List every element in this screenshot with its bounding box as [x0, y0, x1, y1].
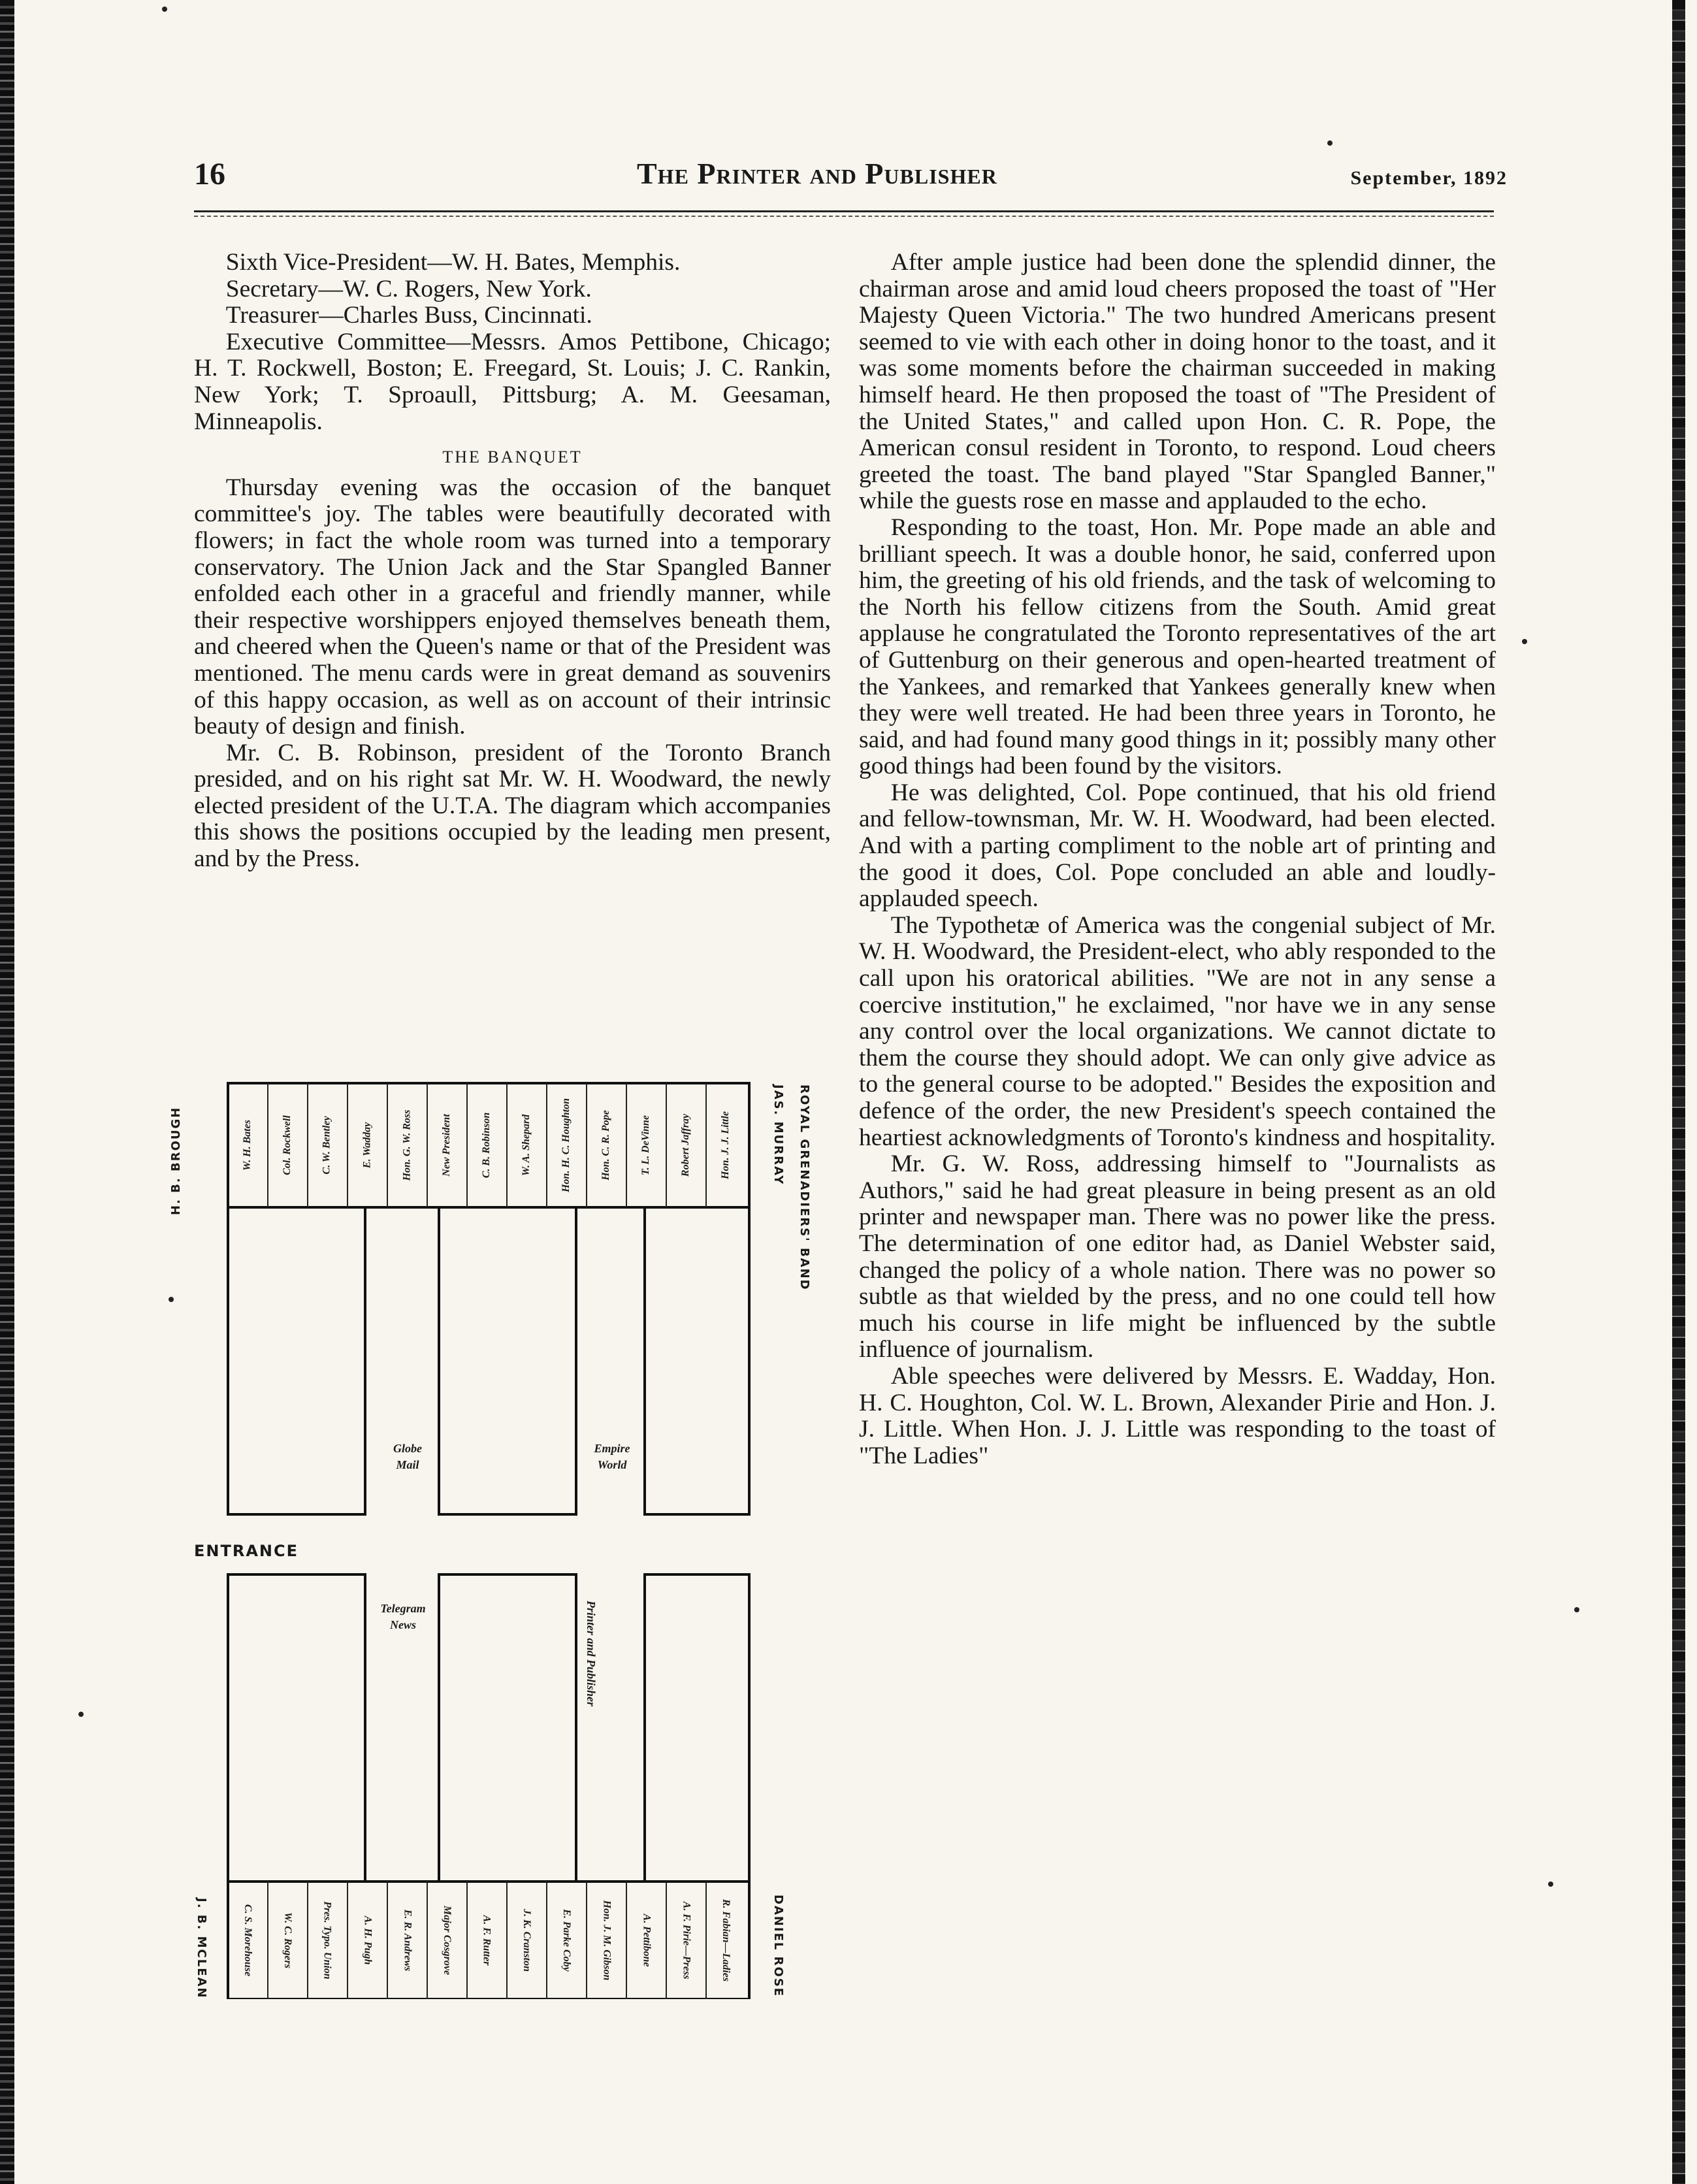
- seat-name: J. K. Cranston: [521, 1908, 533, 1972]
- seat-name: Hon. C. R. Pope: [600, 1110, 611, 1181]
- press-label: News: [390, 1618, 416, 1632]
- seat: [547, 1083, 586, 1207]
- seat: [387, 1882, 427, 1999]
- seat-name: Major Cosgrove: [442, 1905, 453, 1976]
- press-seat-telegram-news: [370, 1601, 436, 1633]
- press-label: World: [597, 1458, 627, 1472]
- seat-name: Hon. J. J. Little: [720, 1111, 731, 1179]
- paragraph: Mr. C. B. Robinson, president of the Toronto Branch presided, and on his right sat Mr. W. H. Woodward, the newly elected president of the U.T.A. The diagram which accompanies this shows the positions occupied by the leading men present, and by the Press.: [194, 739, 831, 873]
- seat: [666, 1882, 705, 1999]
- side-label-left-bottom: J. B. MCLEAN: [195, 1898, 208, 1999]
- print-speck: [162, 7, 167, 12]
- paragraph: The Typothetæ of America was the congenial subject of Mr. W. H. Woodward, the President-elect, who ably responded to the call upon his oratorical abilities. "We are not in any sense a coercive institution," he exclaimed, "nor have we in any sense any control over the local organizations. We cannot dictate to them the course they should adopt. We can only give advice as to the general course to be adopted." Besides the exposition and defence of the order, the new President's speech contained the heartiest acknowledgments of Toronto's kindness and hospitality.: [859, 911, 1496, 1151]
- seat: [626, 1083, 666, 1207]
- seat-name: Hon. J. M. Gibson: [601, 1900, 613, 1981]
- left-column: [194, 250, 831, 873]
- press-label: Mail: [396, 1458, 419, 1472]
- seat: [467, 1882, 506, 1999]
- seat: [666, 1083, 705, 1207]
- header-rule: [194, 210, 1494, 217]
- press-label: Globe: [393, 1442, 422, 1455]
- seat: [228, 1083, 267, 1207]
- seat: [467, 1083, 506, 1207]
- seat-name: Hon. H. C. Houghton: [560, 1098, 572, 1193]
- press-seat-printer-publisher: [579, 1601, 606, 1744]
- seat: [706, 1882, 745, 1999]
- seat: [347, 1882, 387, 1999]
- seat: [268, 1882, 307, 1999]
- press-label: Telegram: [380, 1602, 426, 1615]
- seat-name: E. Wadday: [361, 1122, 372, 1169]
- seat: [347, 1083, 387, 1207]
- seat-name: W. A. Shepard: [521, 1114, 532, 1177]
- print-speck: [1574, 1607, 1579, 1612]
- seat: [308, 1083, 347, 1207]
- seat-name: A. H. Pugh: [362, 1915, 373, 1965]
- seat: [547, 1882, 586, 1999]
- seat-name: Pres. Typo. Union: [322, 1901, 333, 1980]
- print-speck: [1522, 639, 1527, 644]
- seating-diagram-lines: [194, 1078, 828, 1999]
- seat-name: Robert Jaffray: [680, 1113, 692, 1177]
- seat-name: A. F. Pirie—Press: [681, 1901, 692, 1980]
- seat: [268, 1083, 307, 1207]
- issue-date: September, 1892: [1350, 167, 1508, 189]
- seat: [507, 1882, 546, 1999]
- running-title: The Printer and Publisher: [637, 157, 997, 190]
- seat: [626, 1882, 666, 1999]
- paragraph: He was delighted, Col. Pope continued, that his old friend and fellow-townsman, Mr. W. H. Woodward, had been elected. And with a parting compliment to the noble art of printing and the good it does, Col. Pope concluded an able and loudly-applauded speech.: [859, 779, 1496, 913]
- seat-name: W. C. Rogers: [282, 1912, 293, 1968]
- seat: [507, 1083, 546, 1207]
- officer-line: Treasurer—Charles Buss, Cincinnati.: [225, 302, 592, 329]
- side-label-right-top: JAS. MURRAY: [771, 1084, 785, 1186]
- seat-name: Hon. G. W. Ross: [401, 1109, 412, 1181]
- seat-name: T. L. DeVinne: [640, 1115, 651, 1175]
- seat-name: A. Pettibone: [641, 1914, 653, 1967]
- scan-edge-left: [0, 0, 14, 2184]
- seat-name: C. B. Robinson: [481, 1112, 493, 1179]
- seat: [427, 1083, 466, 1207]
- seat-name: C. S. Morehouse: [242, 1904, 253, 1977]
- print-speck: [78, 1712, 84, 1717]
- seat-name: C. W. Bentley: [321, 1116, 332, 1175]
- seat: [228, 1882, 267, 1999]
- press-label: Printer and Publisher: [585, 1601, 598, 1707]
- print-speck: [169, 1297, 174, 1302]
- seat: [706, 1083, 745, 1207]
- press-seat-globe-mail: [385, 1441, 430, 1473]
- officer-line: Sixth Vice-President—W. H. Bates, Memphis.: [225, 249, 681, 276]
- page-number: 16: [194, 157, 225, 191]
- print-speck: [1327, 140, 1333, 146]
- press-seat-empire-world: [586, 1441, 638, 1473]
- seat: [587, 1882, 626, 1999]
- seat-name: New President: [441, 1114, 453, 1177]
- seat: [427, 1882, 466, 1999]
- seat-name: R. Fabian—Ladies: [720, 1899, 732, 1982]
- officer-line: Secretary—W. C. Rogers, New York.: [225, 275, 592, 302]
- side-label-left-top: H. B. BROUGH: [169, 1106, 183, 1215]
- seat: [308, 1882, 347, 1999]
- right-column: [859, 250, 1496, 1469]
- paragraph: Responding to the toast, Hon. Mr. Pope made an able and brilliant speech. It was a double honor, he said, conferred upon him, the greeting of his old friends, and the task of welcoming to the North his fellow citizens from the South. Amid great applause he congratulated the Toronto representatives of the art of Guttenburg on their generous and open-hearted treatment of the Yankees, and remarked that Yankees generally knew when they were well treated. He had been three years in Toronto, he said, and had found many good things in it; possibly many other good things had been found by the visitors.: [859, 513, 1496, 780]
- print-speck: [1548, 1882, 1553, 1887]
- seating-diagram: [169, 1078, 828, 1999]
- seat: [587, 1083, 626, 1207]
- entrance-label: ENTRANCE: [194, 1542, 299, 1560]
- seat-name: E. R. Andrews: [402, 1909, 413, 1972]
- officer-line: Executive Committee—Messrs. Amos Pettibone, Chicago; H. T. Rockwell, Boston; E. Freegard, St. Louis; J. C. Rankin, New York; T. Sproaull, Pittsburg; A. M. Geesaman, Minneapolis.: [194, 328, 831, 435]
- section-heading: THE BANQUET: [442, 448, 583, 467]
- officer-list: [194, 250, 831, 435]
- side-label-band: ROYAL GRENADIERS' BAND: [798, 1084, 811, 1291]
- seat-name: A. F. Rutter: [481, 1915, 493, 1966]
- seat-name: W. H. Bates: [242, 1120, 253, 1171]
- press-label: Empire: [594, 1442, 630, 1455]
- paragraph: Mr. G. W. Ross, addressing himself to "Journalists as Authors," said he had great pleasure in being present as an old printer and newspaper man. There was no power like the press. The determination of one editor had, as Daniel Webster said, changed the policy of a whole nation. There was no power so subtle as that wielded by the press, and no one could tell how much his course in life might be influenced by the subtle influence of journalism.: [859, 1150, 1496, 1363]
- seat-name: Col. Rockwell: [282, 1115, 293, 1175]
- seat: [387, 1083, 427, 1207]
- paragraph: Able speeches were delivered by Messrs. E. Wadday, Hon. H. C. Houghton, Col. W. L. Brown, Alexander Pirie and Hon. J. J. Little. When Hon. J. J. Little was responding to the toast of "The Ladies": [859, 1362, 1496, 1469]
- side-label-right-bottom: DANIEL ROSE: [771, 1895, 785, 1998]
- seat-name: E. Parke Coby: [561, 1909, 573, 1972]
- paragraph: Thursday evening was the occasion of the banquet committee's joy. The tables were beautifully decorated with flowers; in fact the whole room was turned into a temporary conservatory. The Union Jack and the Star Spangled Banner enfolded each other in a graceful and friendly manner, while their respective worshippers enjoyed themselves beneath them, and cheered when the Queen's name or that of the President was mentioned. The menu cards were in great demand as souvenirs of this happy occasion, as well as on account of their intrinsic beauty of design and finish.: [194, 474, 831, 740]
- paragraph: After ample justice had been done the splendid dinner, the chairman arose and amid loud cheers proposed the toast of "Her Majesty Queen Victoria." The two hundred Americans present seemed to vie with each other in doing honor to the toast, and it was some moments before the chairman succeeded in making himself heard. He then proposed the toast of "The President of the United States," and called upon Hon. C. R. Pope, the American consul resident in Toronto, to respond. Loud cheers greeted the toast. The band played "Star Spangled Banner," while the guests rose en masse and applauded to the echo.: [859, 249, 1496, 515]
- scan-edge-right: [1672, 0, 1685, 2184]
